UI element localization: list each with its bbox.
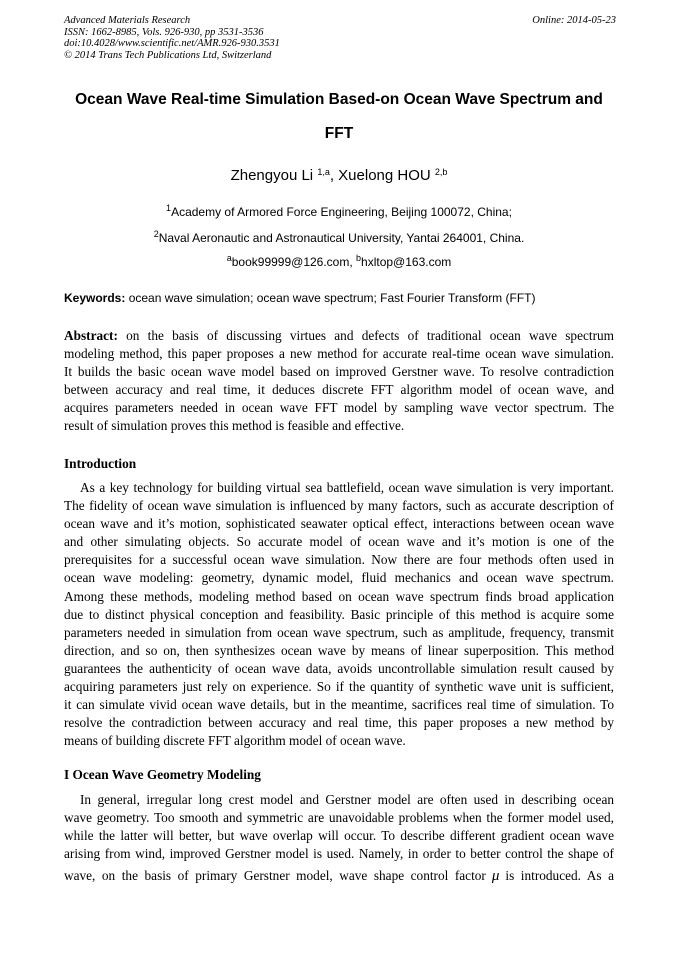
keywords [64, 291, 624, 305]
abstract-label: Abstract: [64, 328, 118, 343]
author-1-affiliation: 1,a [317, 167, 330, 177]
introduction-paragraph [64, 479, 614, 750]
email-b: hxltop@163.com [361, 255, 452, 269]
abstract [64, 327, 614, 436]
paragraph-line: wave geometry. Too smooth and symmetric are unavoidable problems when the former model used, [64, 810, 614, 826]
paragraph-line: and other simulating objects. So accurate model of ocean wave and it’s motion is one of the [64, 534, 614, 550]
author-1: Zhengyou Li [230, 167, 314, 184]
mu-symbol: μ [491, 868, 500, 885]
abstract-line: It builds the basic ocean wave model based on improved Gerstner wave. To resolve contradiction [64, 364, 614, 380]
keywords-label: Keywords: [64, 291, 126, 305]
affiliation-2-mark: 2 [153, 229, 159, 239]
author-2-affiliation: 2,b [434, 167, 448, 177]
affiliation-2 [40, 229, 638, 245]
author-emails [40, 253, 638, 269]
email-a-mark: a [226, 253, 232, 263]
email-a: book99999@126.com, [231, 255, 357, 269]
paragraph-line: As a key technology for building virtual sea battlefield, ocean wave simulation is very important. [80, 480, 614, 495]
paragraph-line: ocean wave and it’s motion, sophisticated seawater optical effect, interactions between ocean wave [64, 516, 614, 532]
paragraph-line: prerequisites for a successful ocean wave simulation. Now there are four methods often used in [64, 552, 614, 568]
paragraph-line: it can simulate vivid ocean wave details, but in the meantime, sacrifices real time of simulation. To [64, 697, 614, 713]
author-list [40, 167, 638, 184]
affiliation-1 [40, 203, 638, 219]
abstract-line: modeling method, this paper proposes a new method for accurate real-time ocean wave simulation. [64, 346, 614, 362]
paragraph-line [64, 867, 614, 885]
paragraph-line-part: is introduced. As a [505, 868, 614, 884]
email-b-mark: b [356, 253, 362, 263]
affiliation-1-text: Academy of Armored Force Engineering, Beijing 100072, China; [171, 205, 512, 219]
issn-line: ISSN: 1662-8985, Vols. 926-930, pp 3531-3536 [64, 26, 264, 38]
doi-line: doi:10.4028/www.scientific.net/AMR.926-930.3531 [64, 38, 280, 49]
abstract-line [64, 327, 614, 345]
paragraph-line: ocean wave modeling: geometry, dynamic model, fluid mechanics and ocean wave spectrum. [64, 570, 614, 586]
online-date: Online: 2014-05-23 [532, 15, 616, 26]
abstract-line: between accuracy and real time, it deduces discrete FFT algorithm model of ocean wave, and [64, 382, 614, 398]
paper-title-line-1: Ocean Wave Real-time Simulation Based-on Ocean Wave Spectrum and [75, 91, 603, 108]
paragraph-line: acquiring parameters just rely on experience. So if the quantity of synthetic wave unit is sufficient, [64, 679, 614, 695]
affiliation-2-text: Naval Aeronautic and Astronautical University, Yantai 264001, China. [158, 231, 525, 245]
author-2: Xuelong HOU [338, 167, 431, 184]
abstract-line: acquires parameters needed in ocean wave FFT model by sampling wave vector spectrum. The [64, 400, 614, 416]
paragraph-line: Among these methods, modeling method based on ocean wave spectrum finds broad application [64, 588, 614, 604]
paragraph-line: resolve the contradiction between accuracy and real time, this paper proposes a new method by [64, 715, 614, 731]
paragraph-line: arising from wind, improved Gerstner model is used. Namely, in order to better control the shape of [64, 846, 614, 862]
paragraph-line: direction, and so on, then synthesizes ocean wave by means of linear superposition. This method [64, 642, 614, 658]
keywords-text: ocean wave simulation; ocean wave spectrum; Fast Fourier Transform (FFT) [125, 291, 536, 305]
paragraph-line: due to distinct physical conception and feasibility. Basic principle of this method is acquire some [64, 606, 614, 622]
paper-title-line-2: FFT [324, 125, 354, 142]
journal-header [64, 15, 616, 61]
paragraph-line-part: wave, on the basis of primary Gerstner model, wave shape control factor [64, 868, 486, 884]
section-heading-geometry-modeling: I Ocean Wave Geometry Modeling [64, 767, 261, 782]
paragraph-line: guarantees the authenticity of ocean wave data, avoids uncontrollable simulation result caused by [64, 660, 614, 676]
paragraph-line: while the latter will better, but wave overlap will occur. To describe different gradient ocean wave [64, 828, 614, 844]
paragraph-line: The fidelity of ocean wave simulation is influenced by many factors, such as accurate description of [64, 498, 614, 514]
geometry-paragraph [64, 791, 614, 885]
affiliation-1-mark: 1 [166, 203, 172, 213]
copyright-line: © 2014 Trans Tech Publications Ltd, Switzerland [64, 49, 272, 61]
paragraph-line: In general, irregular long crest model and Gerstner model are often used in describing ocean [80, 792, 614, 807]
abstract-line: result of simulation proves this method is feasible and effective. [64, 418, 405, 434]
paragraph-line: parameters needed in simulation from ocean wave spectrum, such as amplitude, frequency, transmit [64, 624, 614, 640]
paragraph-line: means of building discrete FFT algorithm model of ocean wave. [64, 733, 406, 749]
section-heading-introduction: Introduction [64, 456, 137, 471]
abstract-line-text: on the basis of discussing virtues and defects of traditional ocean wave spectrum [117, 328, 614, 343]
author-separator: , [329, 167, 339, 184]
journal-name: Advanced Materials Research [64, 15, 191, 26]
